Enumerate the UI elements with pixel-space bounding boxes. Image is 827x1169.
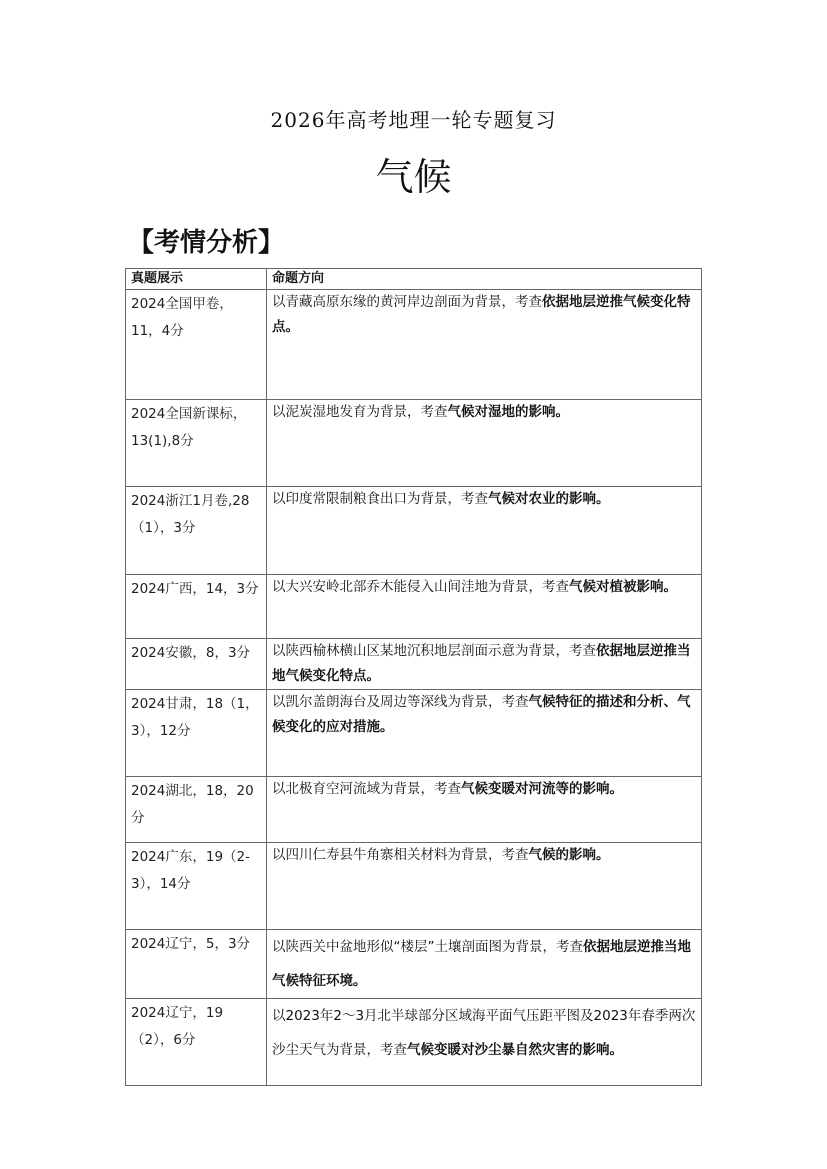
table-header-row (126, 269, 702, 290)
source-cell: 2024湖北，18，20分 (126, 777, 267, 843)
source-cell: 2024全国新课标，13(1),8分 (126, 400, 267, 487)
column-header-direction: 命题方向 (267, 269, 702, 290)
direction-cell: 以陕西榆林横山区某地沉积地层剖面示意为背景，考查依据地层逆推当地气候变化特点。 (267, 639, 702, 690)
table-row (126, 400, 702, 487)
document-subtitle: 2026年高考地理一轮专题复习 (270, 108, 557, 132)
direction-cell: 以青藏高原东缘的黄河岸边剖面为背景，考查依据地层逆推气候变化特点。 (267, 290, 702, 400)
direction-cell: 以陕西关中盆地形似“楼层”土壤剖面图为背景，考查依据地层逆推当地气候特征环境。 (267, 930, 702, 999)
table-row (126, 777, 702, 843)
source-cell: 2024安徽，8，3分 (126, 639, 267, 690)
source-cell: 2024浙江1月卷,28（1），3分 (126, 487, 267, 575)
table-row (126, 639, 702, 690)
table-row (126, 690, 702, 777)
table-row (126, 930, 702, 999)
direction-cell: 以印度常限制粮食出口为背景，考查气候对农业的影响。 (267, 487, 702, 575)
direction-cell: 以凯尔盖朗海台及周边等深线为背景，考查气候特征的描述和分析、气候变化的应对措施。 (267, 690, 702, 777)
table-row (126, 487, 702, 575)
table-row (126, 843, 702, 930)
exam-analysis-table (125, 268, 702, 1086)
section-heading: 【考情分析】 (128, 228, 285, 258)
direction-cell: 以大兴安岭北部乔木能侵入山间洼地为背景，考查气候对植被影响。 (267, 575, 702, 639)
source-cell: 2024甘肃，18（1，3），12分 (126, 690, 267, 777)
direction-cell: 以泥炭湿地发育为背景，考查气候对湿地的影响。 (267, 400, 702, 487)
document-title: 气候 (375, 155, 452, 199)
table-row (126, 999, 702, 1086)
column-header-source: 真题展示 (126, 269, 267, 290)
direction-cell: 以四川仁寿县牛角寨相关材料为背景，考查气候的影响。 (267, 843, 702, 930)
direction-cell: 以北极育空河流域为背景，考查气候变暖对河流等的影响。 (267, 777, 702, 843)
source-cell: 2024全国甲卷，11，4分 (126, 290, 267, 400)
source-cell: 2024辽宁，19（2），6分 (126, 999, 267, 1086)
source-cell: 2024广西，14，3分 (126, 575, 267, 639)
table-row (126, 575, 702, 639)
source-cell: 2024辽宁，5，3分 (126, 930, 267, 999)
direction-cell: 以2023年2～3月北半球部分区域海平面气压距平图及2023年春季两次沙尘天气为背景，考查气候变暖对沙尘暴自然灾害的影响。 (267, 999, 702, 1086)
source-cell: 2024广东，19（2-3），14分 (126, 843, 267, 930)
table-row (126, 290, 702, 400)
